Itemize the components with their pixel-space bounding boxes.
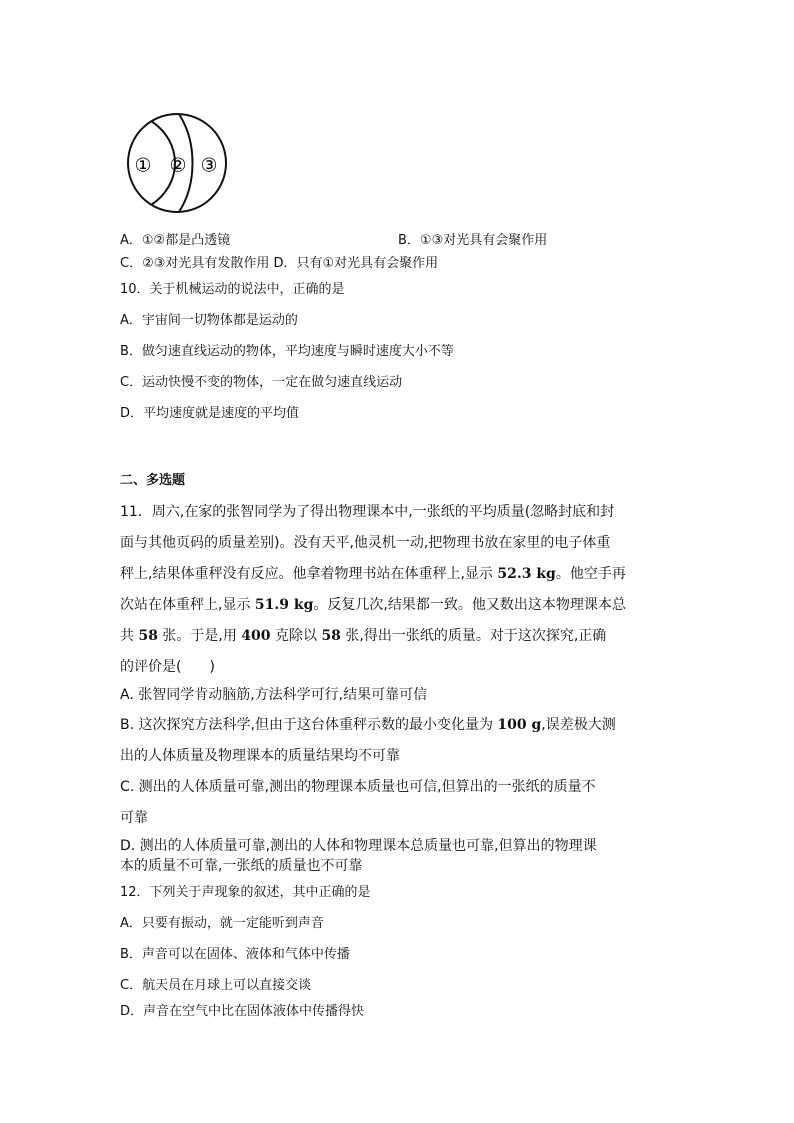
q11-option-c [120, 772, 675, 834]
q12-option-b: B．声音可以在固体、液体和气体中传播 [120, 947, 350, 962]
q9-option-b: B．①③对光具有会聚作用 [398, 233, 548, 248]
q10-option-a: A．宇宙间一切物体都是运动的 [120, 313, 298, 328]
q11-line-1: 11．周六,在家的张智同学为了得出物理课本中,一张纸的平均质量(忽略封底和封 [120, 504, 615, 520]
lens-label-1: ① [134, 154, 152, 177]
q11-option-c-line-1: C. 测出的人体质量可靠,测出的物理课本质量也可信,但算出的一张纸的质量不 [120, 779, 596, 795]
q11-page-count-2: 58 [321, 628, 341, 644]
q11-line-5 [120, 621, 675, 652]
q11-weight-1: 52.3 kg [497, 566, 556, 582]
q11-line-4 [120, 590, 675, 621]
q11-option-d-line-1: D. 测出的人体质量可靠,测出的人体和物理课本总质量也可靠,但算出的物理课 [120, 838, 597, 854]
q11-line-4-text-b: 。反复几次,结果都一致。他又数出这本物理课本总 [313, 597, 626, 613]
q11-line-5-text-d: 张,得出一张纸的质量。对于这次探究,正确 [340, 628, 607, 644]
q11-min-scale: 100 g [497, 717, 542, 733]
q9-option-a: A．①②都是凸透镜 [120, 233, 231, 248]
q10-option-d: D．平均速度就是速度的平均值 [120, 406, 300, 421]
q11-line-4-text-a: 次站在体重秤上,显示 [120, 597, 255, 613]
q11-weight-2: 51.9 kg [254, 597, 314, 613]
q9-option-cd: C．②③对光具有发散作用 D．只有①对光具有会聚作用 [120, 256, 439, 271]
q10-stem: 10．关于机械运动的说法中，正确的是 [120, 282, 345, 297]
q11-line-3-text-a: 秤上,结果体重秤没有反应。他拿着物理书站在体重秤上,显示 [120, 566, 498, 582]
q10-option-c: C．运动快慢不变的物体，一定在做匀速直线运动 [120, 375, 403, 390]
q11-option-d [120, 836, 675, 876]
lens-label-3: ③ [200, 154, 218, 177]
q11-line-3 [120, 559, 675, 590]
q12-option-d: D．声音在空气中比在固体液体中传播得快 [120, 1004, 365, 1019]
q9-options-ab [120, 229, 580, 247]
q11-option-b-line-1 [120, 710, 675, 741]
q11-option-b-line-2: 出的人体质量及物理课本的质量结果均不可靠 [120, 748, 400, 764]
q11-option-b-text-a: B. 这次探究方法科学,但由于这台体重秤示数的最小变化量为 [120, 717, 498, 733]
q11-option-b [120, 710, 675, 772]
q11-stem [120, 497, 675, 683]
q11-line-2: 面与其他页码的质量差别)。没有天平,他灵机一动,把物理书放在家里的电子体重 [120, 535, 611, 551]
q11-option-b-text-b: ,误差极大测 [541, 717, 616, 733]
q11-page-count-1: 58 [138, 628, 158, 644]
q10-option-b: B．做匀速直线运动的物体，平均速度与瞬时速度大小不等 [120, 344, 454, 359]
q11-line-6: 的评价是( ) [120, 659, 215, 675]
q12-stem: 12．下列关于声现象的叙述，其中正确的是 [120, 885, 371, 900]
q11-grams: 400 [241, 628, 271, 644]
section-heading-multi-choice: 二、多选题 [120, 473, 186, 488]
q12-option-a: A．只要有振动，就一定能听到声音 [120, 916, 324, 931]
q11-option-c-line-2: 可靠 [120, 810, 148, 826]
q11-line-5-text-a: 共 [120, 628, 139, 644]
q11-line-5-text-c: 克除以 [270, 628, 322, 644]
q11-option-d-line-2: 本的质量不可靠,一张纸的质量也不可靠 [120, 858, 363, 874]
lens-diagram [121, 112, 233, 214]
q12-option-c: C．航天员在月球上可以直接交谈 [120, 978, 312, 993]
q11-line-5-text-b: 张。于是,用 [157, 628, 242, 644]
q11-option-a: A. 张智同学肯动脑筋,方法科学可行,结果可靠可信 [120, 687, 428, 703]
q11-line-3-text-b: 。他空手再 [555, 566, 626, 582]
lens-label-2: ② [169, 154, 187, 177]
